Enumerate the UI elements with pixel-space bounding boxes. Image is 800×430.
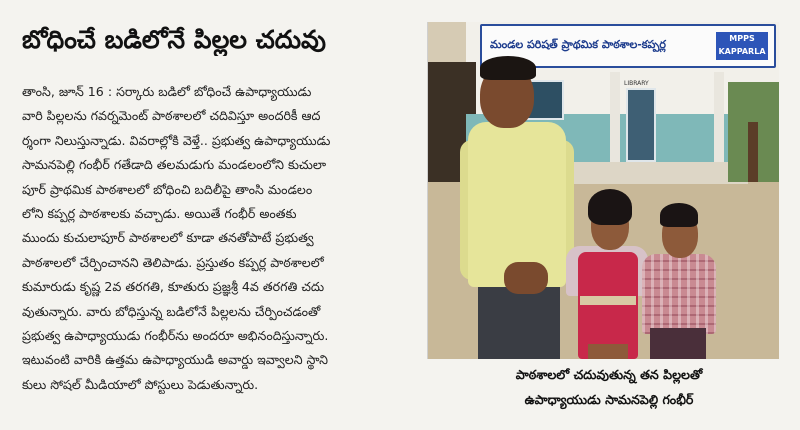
signboard-text: మండల పరిషత్ ప్రాథమిక పాఠశాల-కప్పర్ల [490,38,666,51]
boy-pants [650,328,706,359]
article-line: వుతున్నారు. వారు బోధిస్తున్న బడిలోనే పిల్లలను చేర్పించడంతో [22,303,321,319]
girl-belt [580,296,636,305]
headline: బోధించే బడిలోనే పిల్లల చదువు [22,25,326,54]
tree-trunk [748,122,758,182]
article-line: పూర్ ప్రాథమిక పాఠశాలలో బోధించి బదిలీపై తాంసి మండలం [22,181,313,197]
steps [548,162,748,184]
boy-shirt [642,254,716,334]
article-line: ప్రభుత్వ ఉపాధ్యాయుడు గంభీర్‌ను అందరూ అభినందిస్తున్నారు. [22,328,329,344]
door-label: LIBRARY [624,80,649,87]
article-line: ర్శంగా నిలుస్తున్నాడు. వివరాల్లోకి వెళ్తే.. ప్రభుత్వ ఉపాధ్యాయుడు [22,132,331,148]
article-line: కులు సోషల్ మీడియాలో పోస్టులు పెడుతున్నారు. [22,376,259,392]
article-line: లోని కప్పర్ల పాఠశాలకు వచ్చాడు. అయితే గంభీర్ అంతకు [22,206,297,222]
teacher-hair [480,56,536,80]
news-photo [427,22,779,359]
article-line: ముందు కుచులాపూర్ పాఠశాలలో కూడా తనతోపాటే ప్రభుత్వ [22,230,314,246]
caption-line: పాఠశాలలో చదువుతున్న తన పిల్లలతో [515,367,703,382]
teacher-hands [504,262,548,294]
boy-hair [660,203,698,227]
article-line: ఇటువంటి వారికి ఉత్తమ ఉపాధ్యాయుడి అవార్డు ఇవ్వాలని స్థాని [22,352,328,368]
girl-legs [588,344,628,359]
photo-caption [440,362,778,412]
article-line: తాంసి, జూన్ 16 : సర్కారు బడిలో బోధించే ఉపాధ్యాయుడు [22,84,312,99]
article-line: సామనపెల్లి గంభీర్ గతేడాది తలమడుగు మండలంలోని కుచులా [22,157,327,173]
article-line: వారి పిల్లలను గవర్నమెంట్ పాఠశాలలో చదివిస్తూ అందరికీ ఆద [22,108,321,124]
caption-line: ఉపాధ్యాయుడు సామనపెల్లి గంభీర్ [524,392,694,407]
signboard-code: MPPS KAPPARLA [716,32,768,60]
pillar [714,72,724,172]
article-body [22,80,430,397]
article-line: పాఠశాలలో చేర్పించానని తెలిపాడు. ప్రస్తుతం కప్పర్ల పాఠశాలలో [22,254,324,270]
article-line: కుమారుడు కృష్ణ 2వ తరగతి, కూతురు ప్రజ్ఞశ్రీ 4వ తరగతి చదు [22,279,325,295]
door [626,88,656,162]
girl-dress [578,252,638,359]
pillar [610,72,620,172]
girl-hair [588,189,632,225]
teacher-pants [478,284,560,359]
